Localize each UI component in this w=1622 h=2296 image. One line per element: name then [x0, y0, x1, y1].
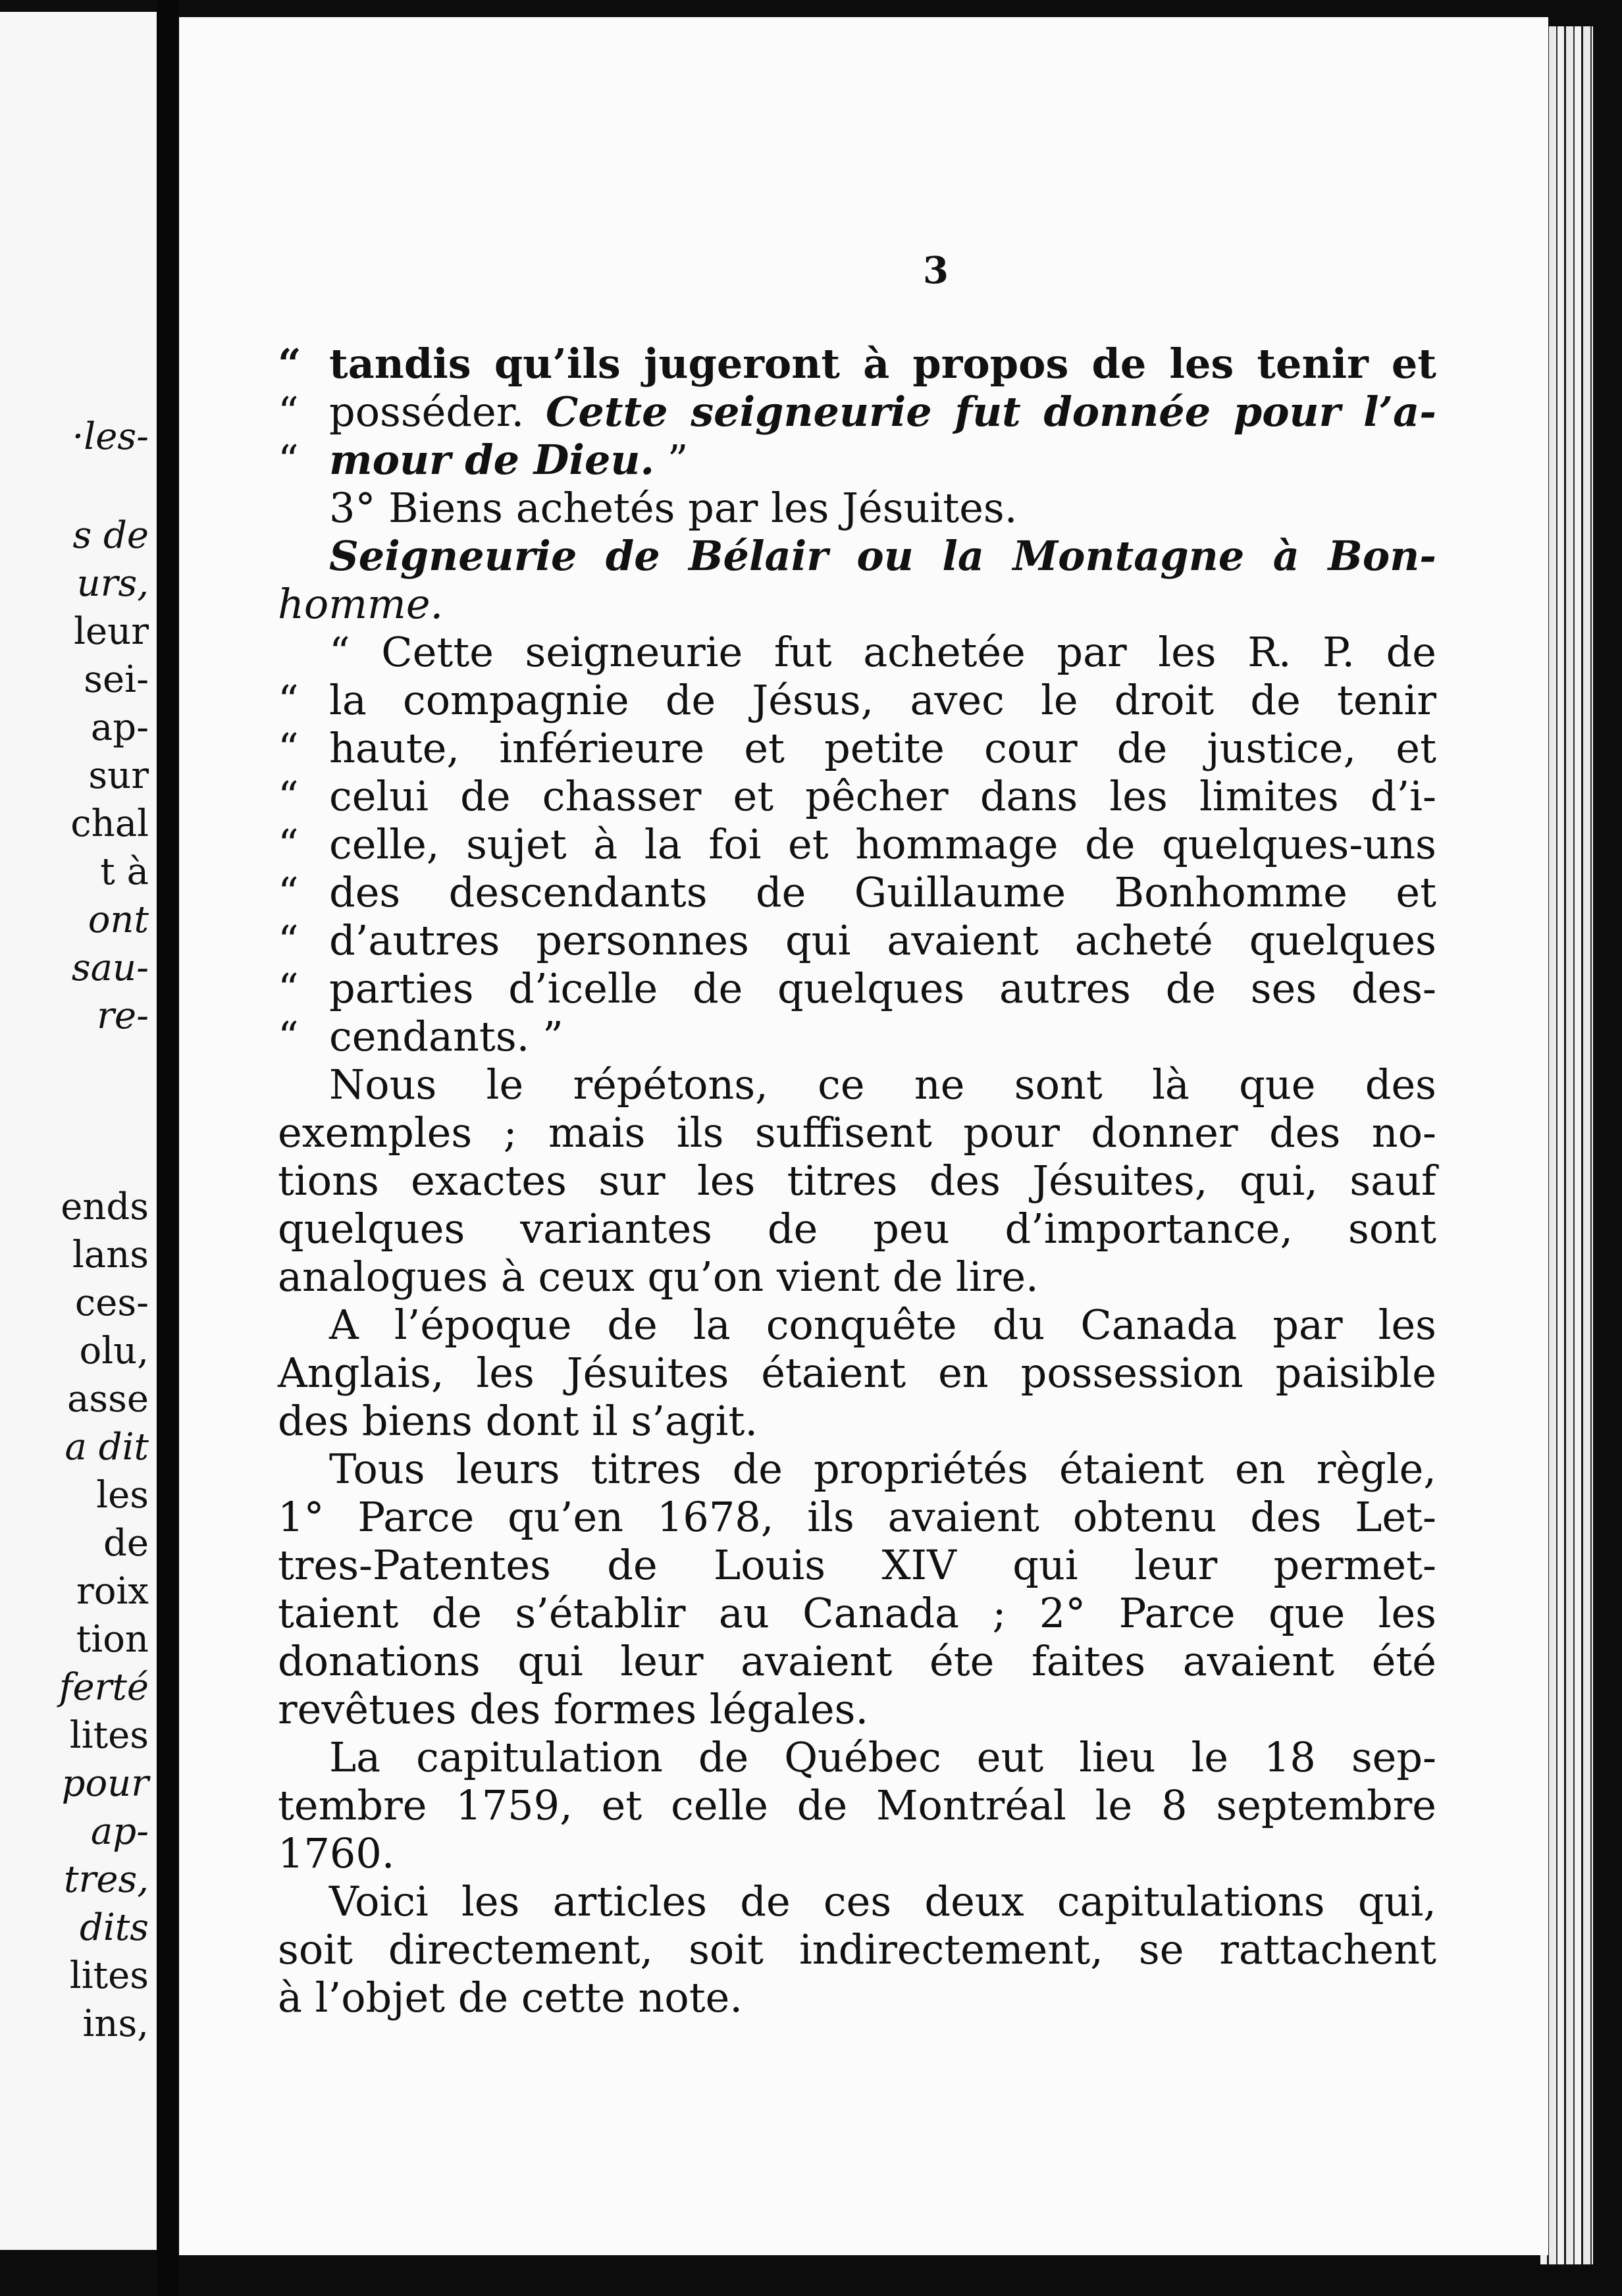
text-line: “ Cette seigneurie fut achetée par les R. P. de	[329, 628, 1436, 676]
left-fragment: olu,	[79, 1330, 149, 1372]
left-fragment: tion	[76, 1618, 149, 1661]
left-fragment: lites	[69, 1954, 149, 1997]
text-line: 1° Parce qu’en 1678, ils avaient obtenu des Let-	[278, 1493, 1436, 1541]
quote-mark: “	[278, 772, 299, 820]
text-line: “ celle, sujet à la foi et hommage de quelques-uns	[278, 820, 1436, 868]
quote-mark: “	[278, 964, 299, 1012]
text-line: “ la compagnie de Jésus, avec le droit de tenir	[278, 676, 1436, 724]
text-line: “ cendants. ”	[278, 1012, 563, 1060]
left-fragment: lans	[72, 1234, 149, 1276]
left-fragment: re-	[97, 995, 149, 1037]
text-line: analogues à ceux qu’on vient de lire.	[278, 1253, 1039, 1301]
quote-mark: “	[278, 436, 299, 484]
left-fragment: roix	[76, 1570, 149, 1613]
left-fragment: pour	[61, 1762, 149, 1805]
left-fragment: urs,	[76, 562, 149, 605]
quote-mark: “	[278, 388, 299, 436]
quote-mark: “	[278, 868, 299, 916]
text-line: “ posséder. Cette seigneurie fut donnée pour l’a-	[278, 388, 1437, 436]
text-line: quelques variantes de peu d’importance, sont	[278, 1205, 1436, 1253]
text-line: tions exactes sur les titres des Jésuites, qui, sauf	[278, 1157, 1436, 1205]
left-fragment: dits	[80, 1906, 149, 1949]
book-page	[179, 17, 1548, 2255]
text-line: homme.	[278, 580, 444, 628]
text-line: La capitulation de Québec eut lieu le 18 sep-	[329, 1733, 1436, 1781]
text-line: à l’objet de cette note.	[278, 1973, 743, 2022]
text-line: tembre 1759, et celle de Montréal le 8 septembre	[278, 1781, 1436, 1829]
page-number: 3	[923, 249, 949, 292]
left-fragment: t à	[100, 850, 149, 893]
left-fragment: chal	[70, 802, 149, 845]
text-line: Anglais, les Jésuites étaient en possession paisible	[278, 1349, 1436, 1397]
text-line: “ mour de Dieu. ”	[278, 436, 689, 484]
left-fragment: de	[103, 1522, 149, 1565]
quote-mark: “	[278, 1012, 299, 1060]
text-line: “ tandis qu’ils jugeront à propos de les tenir et	[278, 340, 1436, 388]
text-line: Voici les articles de ces deux capitulations qui,	[329, 1877, 1436, 1925]
text-line: Seigneurie de Bélair ou la Montagne à Bon-	[329, 532, 1436, 580]
text-line: Tous leurs titres de propriétés étaient en règle,	[329, 1445, 1436, 1493]
quote-mark: “	[278, 676, 299, 724]
left-fragment: sur	[88, 754, 149, 797]
left-fragment: les	[96, 1474, 149, 1517]
left-fragment: sei-	[84, 658, 149, 701]
text-line: des biens dont il s’agit.	[278, 1397, 758, 1445]
left-fragment: sau-	[71, 947, 149, 989]
previous-page-fragment	[0, 12, 157, 2250]
left-fragment: ces-	[74, 1282, 149, 1324]
left-fragment: ap-	[90, 1810, 149, 1853]
text-line: “ celui de chasser et pêcher dans les limites d’i-	[278, 772, 1436, 820]
text-line: “ des descendants de Guillaume Bonhomme et	[278, 868, 1436, 916]
text-line: soit directement, soit indirectement, se rattachent	[278, 1925, 1436, 1973]
text-line: taient de s’établir au Canada ; 2° Parce que les	[278, 1589, 1436, 1637]
text-line: revêtues des formes légales.	[278, 1685, 869, 1733]
left-fragment: ends	[61, 1186, 149, 1228]
left-fragment: ferté	[59, 1666, 149, 1709]
text-line: 3° Biens achetés par les Jésuites.	[329, 484, 1018, 532]
page-body	[278, 340, 1436, 2022]
quote-mark: “	[278, 724, 299, 772]
left-fragment: s de	[72, 514, 149, 557]
left-fragment: lites	[69, 1714, 149, 1757]
left-fragment: ont	[88, 899, 149, 941]
left-fragment: ·les-	[72, 415, 149, 458]
quote-mark: “	[278, 820, 299, 868]
left-fragment: a dit	[65, 1426, 149, 1469]
text-line: tres-Patentes de Louis XIV qui leur permet-	[278, 1541, 1436, 1589]
left-fragment: ins,	[82, 2002, 149, 2045]
text-line: Nous le répétons, ce ne sont là que des	[329, 1060, 1436, 1109]
page-edges	[1540, 26, 1593, 2264]
quote-mark: “	[278, 340, 301, 388]
left-fragment: leur	[74, 610, 149, 653]
text-line: “ parties d’icelle de quelques autres de ses des-	[278, 964, 1436, 1012]
text-line: 1760.	[278, 1829, 395, 1877]
left-fragment: asse	[66, 1378, 149, 1421]
text-line: “ d’autres personnes qui avaient acheté quelques	[278, 916, 1436, 964]
book-gutter	[157, 0, 179, 2296]
text-line: A l’époque de la conquête du Canada par les	[329, 1301, 1436, 1349]
quote-mark: “	[278, 916, 299, 964]
text-line: exemples ; mais ils suffisent pour donner des no-	[278, 1109, 1436, 1157]
text-line: donations qui leur avaient éte faites avaient été	[278, 1637, 1436, 1685]
left-fragment: tres,	[64, 1858, 149, 1901]
text-line: “ haute, inférieure et petite cour de justice, et	[278, 724, 1436, 772]
left-fragment: ap-	[90, 706, 149, 749]
